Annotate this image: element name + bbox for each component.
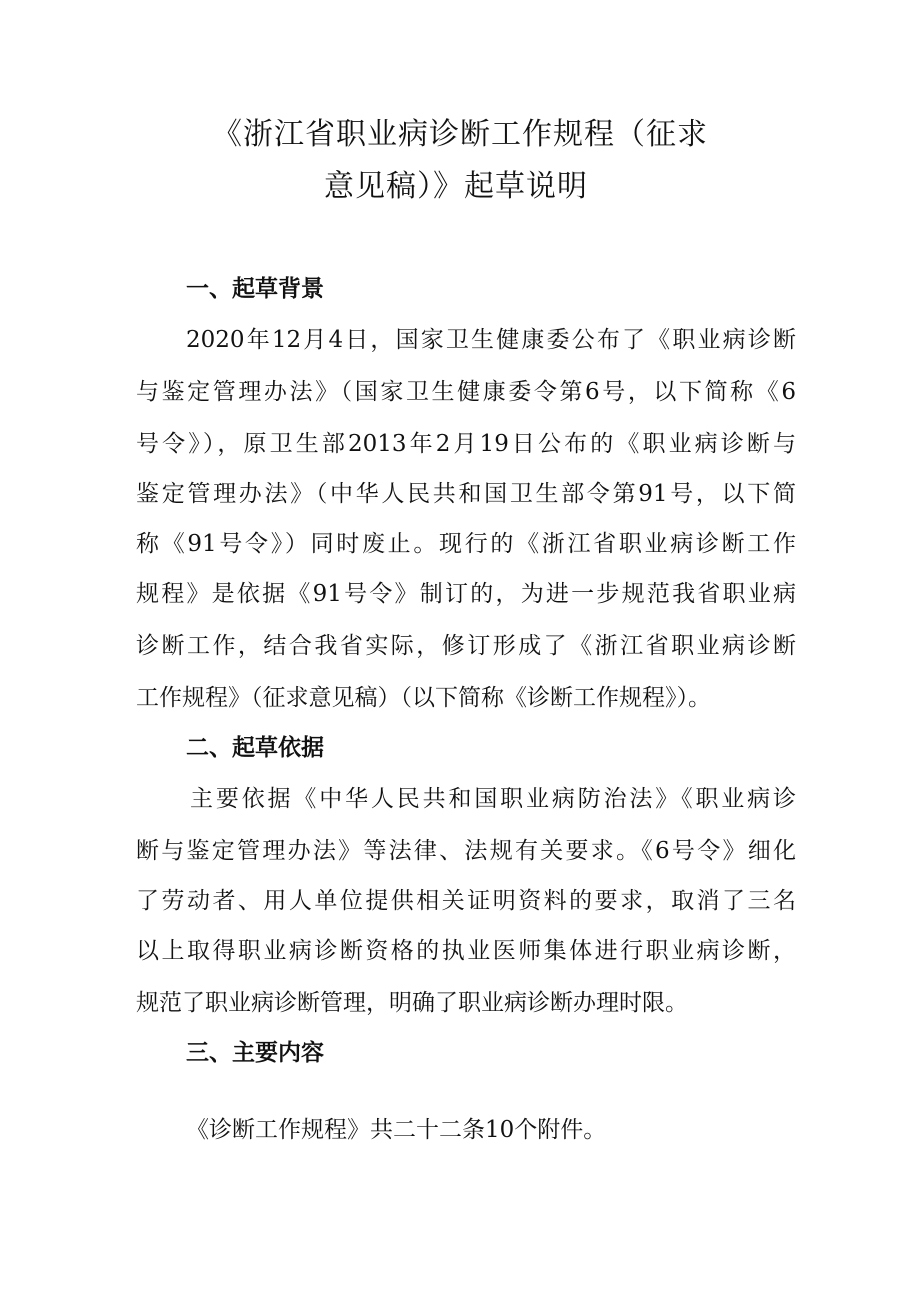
paragraph-line: 号令》），原卫生部2013年2月19日公布的《职业病诊断与 (136, 431, 796, 457)
paragraph-line: 了劳动者、用人单位提供相关证明资料的要求，取消了三名 (136, 888, 796, 914)
paragraph-line: 断与鉴定管理办法》等法律、法规有关要求。《6号令》细化 (136, 838, 796, 864)
paragraph-line: 诊断工作，结合我省实际，修订形成了《浙江省职业病诊断 (136, 633, 796, 659)
paragraph-line: 以上取得职业病诊断资格的执业医师集体进行职业病诊断， (136, 938, 796, 964)
paragraph-line: 主要依据《中华人民共和国职业病防治法》《职业病诊 (190, 786, 796, 812)
paragraph-line: 工作规程》（征求意见稿）（以下简称《诊断工作规程》）。 (136, 685, 711, 711)
paragraph-line: 规程》是依据《91号令》制订的，为进一步规范我省职业病 (136, 581, 796, 607)
section-heading-background: 一、起草背景 (186, 276, 324, 302)
document-title-line-2: 意见稿）》起草说明 (324, 169, 588, 204)
section-heading-basis: 二、起草依据 (186, 735, 324, 761)
paragraph-line: 鉴定管理办法》（中华人民共和国卫生部令第91号，以下简 (136, 481, 796, 507)
paragraph-line: 与鉴定管理办法》（国家卫生健康委令第6号，以下简称《6 (136, 379, 796, 405)
paragraph-line: 称《91号令》）同时废止。现行的《浙江省职业病诊断工作 (136, 531, 796, 557)
paragraph-line: 规范了职业病诊断管理，明确了职业病诊断办理时限。 (136, 990, 688, 1016)
paragraph-line: 《诊断工作规程》共二十二条10个附件。 (186, 1117, 607, 1143)
paragraph-line: 2020年12月4日，国家卫生健康委公布了《职业病诊断 (186, 327, 796, 353)
document-title-line-1: 《浙江省职业病诊断工作规程（征求 (212, 117, 708, 152)
section-heading-content: 三、主要内容 (186, 1040, 324, 1066)
